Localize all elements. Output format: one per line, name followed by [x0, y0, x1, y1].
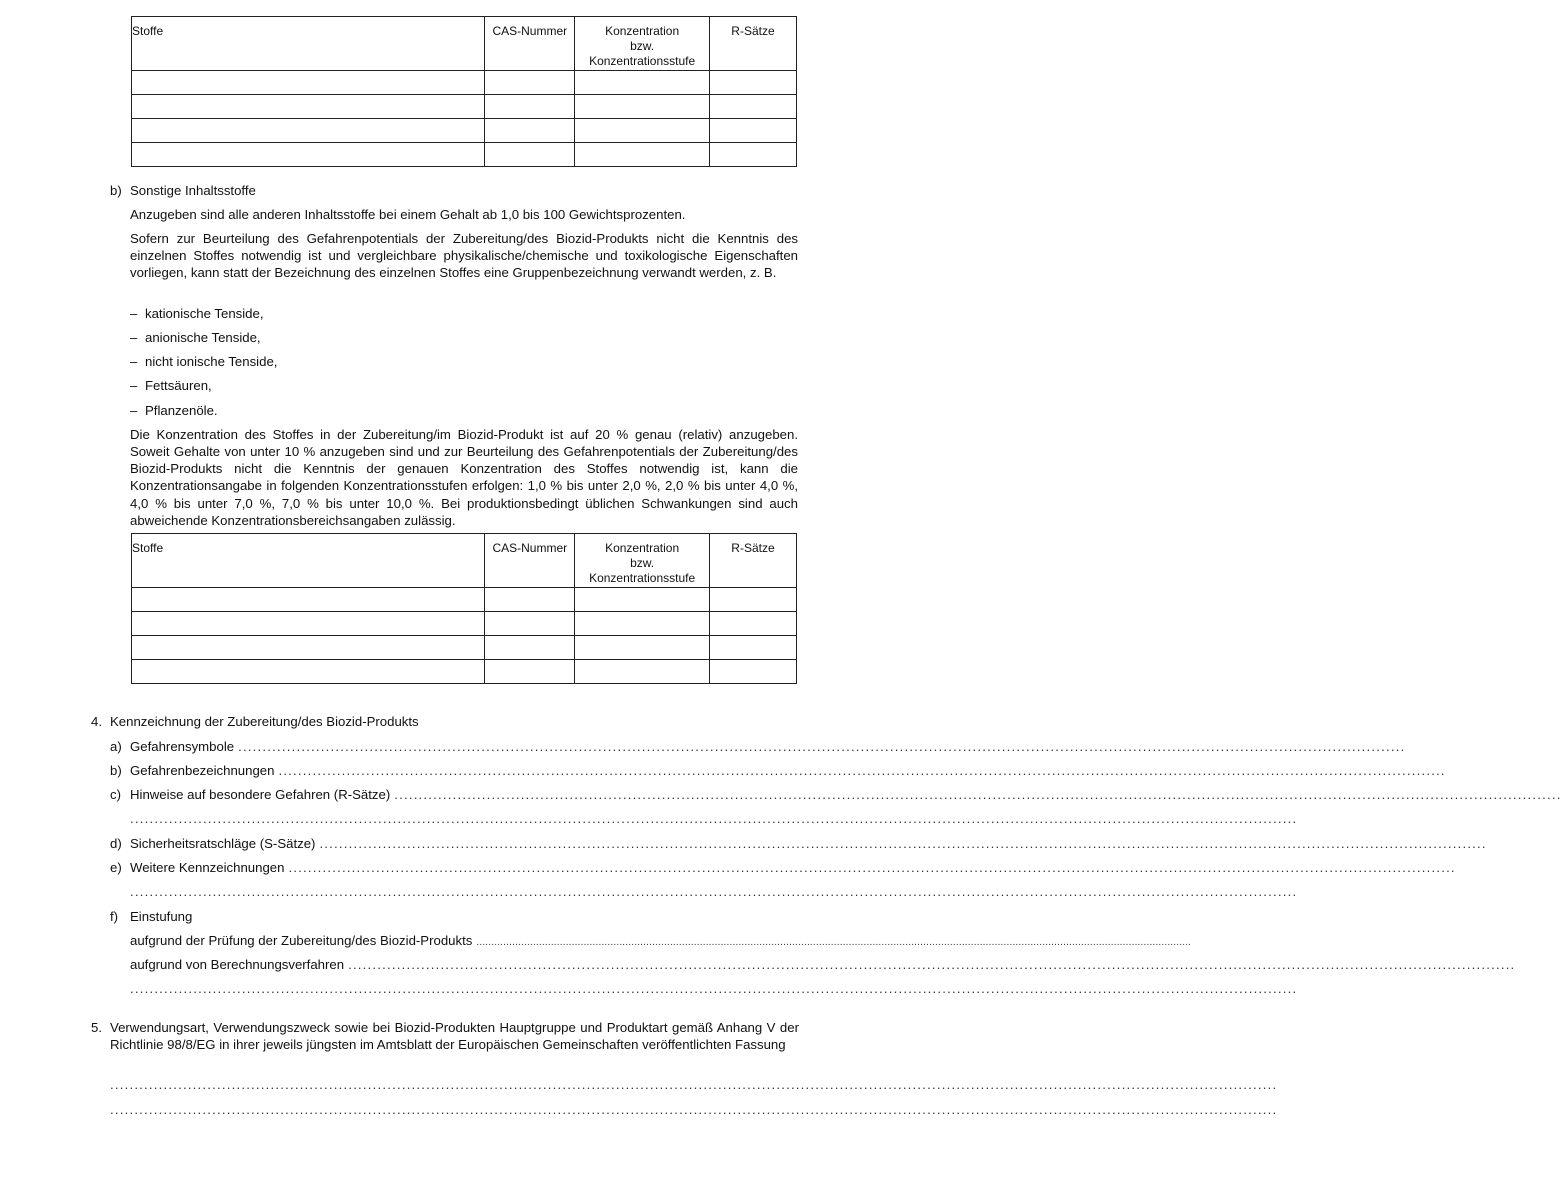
section-4-title: Kennzeichnung der Zubereitung/des Biozid-Produkts	[110, 714, 419, 729]
table-row	[132, 588, 797, 612]
table-cell[interactable]	[485, 143, 575, 167]
table-cell[interactable]	[485, 119, 575, 143]
fill-line[interactable]: ................................................................................................................................................................................................................................................	[110, 1077, 1278, 1092]
table-cell[interactable]	[132, 95, 485, 119]
table-cell[interactable]	[709, 636, 796, 660]
fill-line[interactable]: ................................................................................................................................................................................................................................................	[288, 860, 1456, 875]
table-row	[132, 119, 797, 143]
section-5-text: Verwendungsart, Verwendungszweck sowie bei Biozid-Produkten Hauptgruppe und Produktart gemäß Anhang V der Richtlinie 98/8/EG in ihrer jeweils jüngsten im Amtsblatt der Europäischen Gemeinschaften veröffentlichten Fassung	[110, 1020, 799, 1053]
list-item: – nicht ionische Tenside,	[130, 354, 278, 369]
fill-line[interactable]: ................................................................................................................................................................................................................................................	[348, 957, 1516, 972]
table-row	[132, 660, 797, 684]
table-cell[interactable]	[485, 95, 575, 119]
fill-line[interactable]: ................................................................................................................................................................................................................................................	[394, 787, 1562, 802]
table-row	[132, 95, 797, 119]
table-cell[interactable]	[132, 119, 485, 143]
section-4f-label: f)	[110, 909, 119, 924]
fill-line[interactable]: ................................................................................................................................................................................................................................................	[278, 763, 1446, 778]
fill-line[interactable]: ................................................................................................................................................................................................................................................	[130, 981, 1298, 996]
table-cell[interactable]	[132, 660, 485, 684]
table-cell[interactable]	[709, 71, 796, 95]
col-header-rsaetze: R-Sätze	[709, 17, 796, 71]
field-r-saetze[interactable]: c) Hinweise auf besondere Gefahren (R-Sätze) ................................................................................................................................................................................................................................................	[110, 787, 1562, 802]
table-cell[interactable]	[575, 588, 710, 612]
table-cell[interactable]	[485, 612, 575, 636]
list-item: – anionische Tenside,	[130, 330, 261, 345]
section-b-label: b)	[110, 183, 122, 198]
table-cell[interactable]	[709, 95, 796, 119]
field-gefahrensymbole[interactable]: a) Gefahrensymbole ................................................................................................................................................................................................................................................	[110, 739, 1406, 754]
field-gefahrenbezeichnungen[interactable]: b) Gefahrenbezeichnungen ................................................................................................................................................................................................................................................	[110, 763, 1446, 778]
table-cell[interactable]	[709, 588, 796, 612]
col-header-cas: CAS-Nummer	[485, 17, 575, 71]
table-cell[interactable]	[485, 660, 575, 684]
table-row	[132, 143, 797, 167]
col-header-stoffe: Stoffe	[132, 534, 485, 588]
table-cell[interactable]	[575, 119, 710, 143]
list-item: – Fettsäuren,	[130, 378, 212, 393]
col-header-konzentration: Konzentration bzw. Konzentrationsstufe	[575, 17, 710, 71]
section-5-number: 5.	[91, 1020, 102, 1035]
fill-line[interactable]: ................................................................................................................................................................................................................................................	[319, 836, 1487, 851]
section-4-number: 4.	[91, 714, 102, 729]
col-header-konzentration: Konzentration bzw. Konzentrationsstufe	[575, 534, 710, 588]
table-cell[interactable]	[575, 660, 710, 684]
fill-line[interactable]: ................................................................................................................................................................................................................................................	[476, 937, 1192, 948]
field-einstufung-berechnung[interactable]: aufgrund von Berechnungsverfahren ................................................................................................................................................................................................................................................	[130, 957, 1516, 972]
col-header-rsaetze: R-Sätze	[709, 534, 796, 588]
section-b-para-3: Die Konzentration des Stoffes in der Zubereitung/im Biozid-Produkt ist auf 20 % genau (relativ) anzugeben. Soweit Gehalte von unter 10 % anzugeben sind und zur Beurteilung des Gefahrenpotentials der Zubereitung/des Biozid-Produkts nicht die Kenntnis der genauen Konzentration des Stoffes notwendig ist, kann die Konzentrationsangabe in folgenden Konzentrationsstufen erfolgen: 1,0 % bis unter 2,0 %, 2,0 % bis unter 4,0 %, 4,0 % bis unter 7,0 %, 7,0 % bis unter 10,0 %. Bei produktionsbedingt üblichen Schwankungen sind auch abweichende Konzentrationsbereichsangaben zulässig.	[130, 427, 798, 528]
table-cell[interactable]	[575, 612, 710, 636]
col-header-stoffe: Stoffe	[132, 17, 485, 71]
section-b-para-2: Sofern zur Beurteilung des Gefahrenpotentials der Zubereitung/des Biozid-Produkts nicht die Kenntnis des einzelnen Stoffes notwendig ist und vergleichbare physikalische/chemische und toxikologische Eigenschaften vorliegen, kann statt der Bezeichnung des einzelnen Stoffes eine Gruppenbezeichnung verwandt werden, z. B.	[130, 231, 798, 281]
fill-line[interactable]: ................................................................................................................................................................................................................................................	[238, 739, 1406, 754]
table-cell[interactable]	[709, 119, 796, 143]
col-header-cas: CAS-Nummer	[485, 534, 575, 588]
section-b-title: Sonstige Inhaltsstoffe	[130, 183, 256, 198]
table-cell[interactable]	[709, 612, 796, 636]
table-row	[132, 636, 797, 660]
table-cell[interactable]	[575, 95, 710, 119]
substances-table-2	[131, 533, 797, 684]
table-cell[interactable]	[132, 636, 485, 660]
section-4f-title: Einstufung	[130, 909, 193, 924]
field-einstufung-pruefung[interactable]: aufgrund der Prüfung der Zubereitung/des Biozid-Produkts ................................................................................................................................................................................................................................................	[130, 933, 1192, 948]
table-cell[interactable]	[485, 71, 575, 95]
table-row	[132, 612, 797, 636]
table-row	[132, 71, 797, 95]
table-cell[interactable]	[485, 588, 575, 612]
section-b-para-1: Anzugeben sind alle anderen Inhaltsstoffe bei einem Gehalt ab 1,0 bis 100 Gewichtsprozenten.	[130, 207, 686, 222]
table-cell[interactable]	[132, 588, 485, 612]
fill-line[interactable]: ................................................................................................................................................................................................................................................	[130, 884, 1298, 899]
table-cell[interactable]	[709, 660, 796, 684]
table-cell[interactable]	[575, 636, 710, 660]
substances-table-1	[131, 16, 797, 167]
table-cell[interactable]	[709, 143, 796, 167]
table-cell[interactable]	[132, 71, 485, 95]
fill-line[interactable]: ................................................................................................................................................................................................................................................	[110, 1102, 1278, 1117]
table-cell[interactable]	[132, 612, 485, 636]
table-cell[interactable]	[485, 636, 575, 660]
field-s-saetze[interactable]: d) Sicherheitsratschläge (S-Sätze) ................................................................................................................................................................................................................................................	[110, 836, 1487, 851]
list-item: – kationische Tenside,	[130, 306, 264, 321]
list-item: – Pflanzenöle.	[130, 403, 218, 418]
fill-line[interactable]: ................................................................................................................................................................................................................................................	[130, 811, 1298, 826]
table-cell[interactable]	[575, 143, 710, 167]
field-weitere-kennzeichnungen[interactable]: e) Weitere Kennzeichnungen ................................................................................................................................................................................................................................................	[110, 860, 1456, 875]
table-cell[interactable]	[575, 71, 710, 95]
table-cell[interactable]	[132, 143, 485, 167]
